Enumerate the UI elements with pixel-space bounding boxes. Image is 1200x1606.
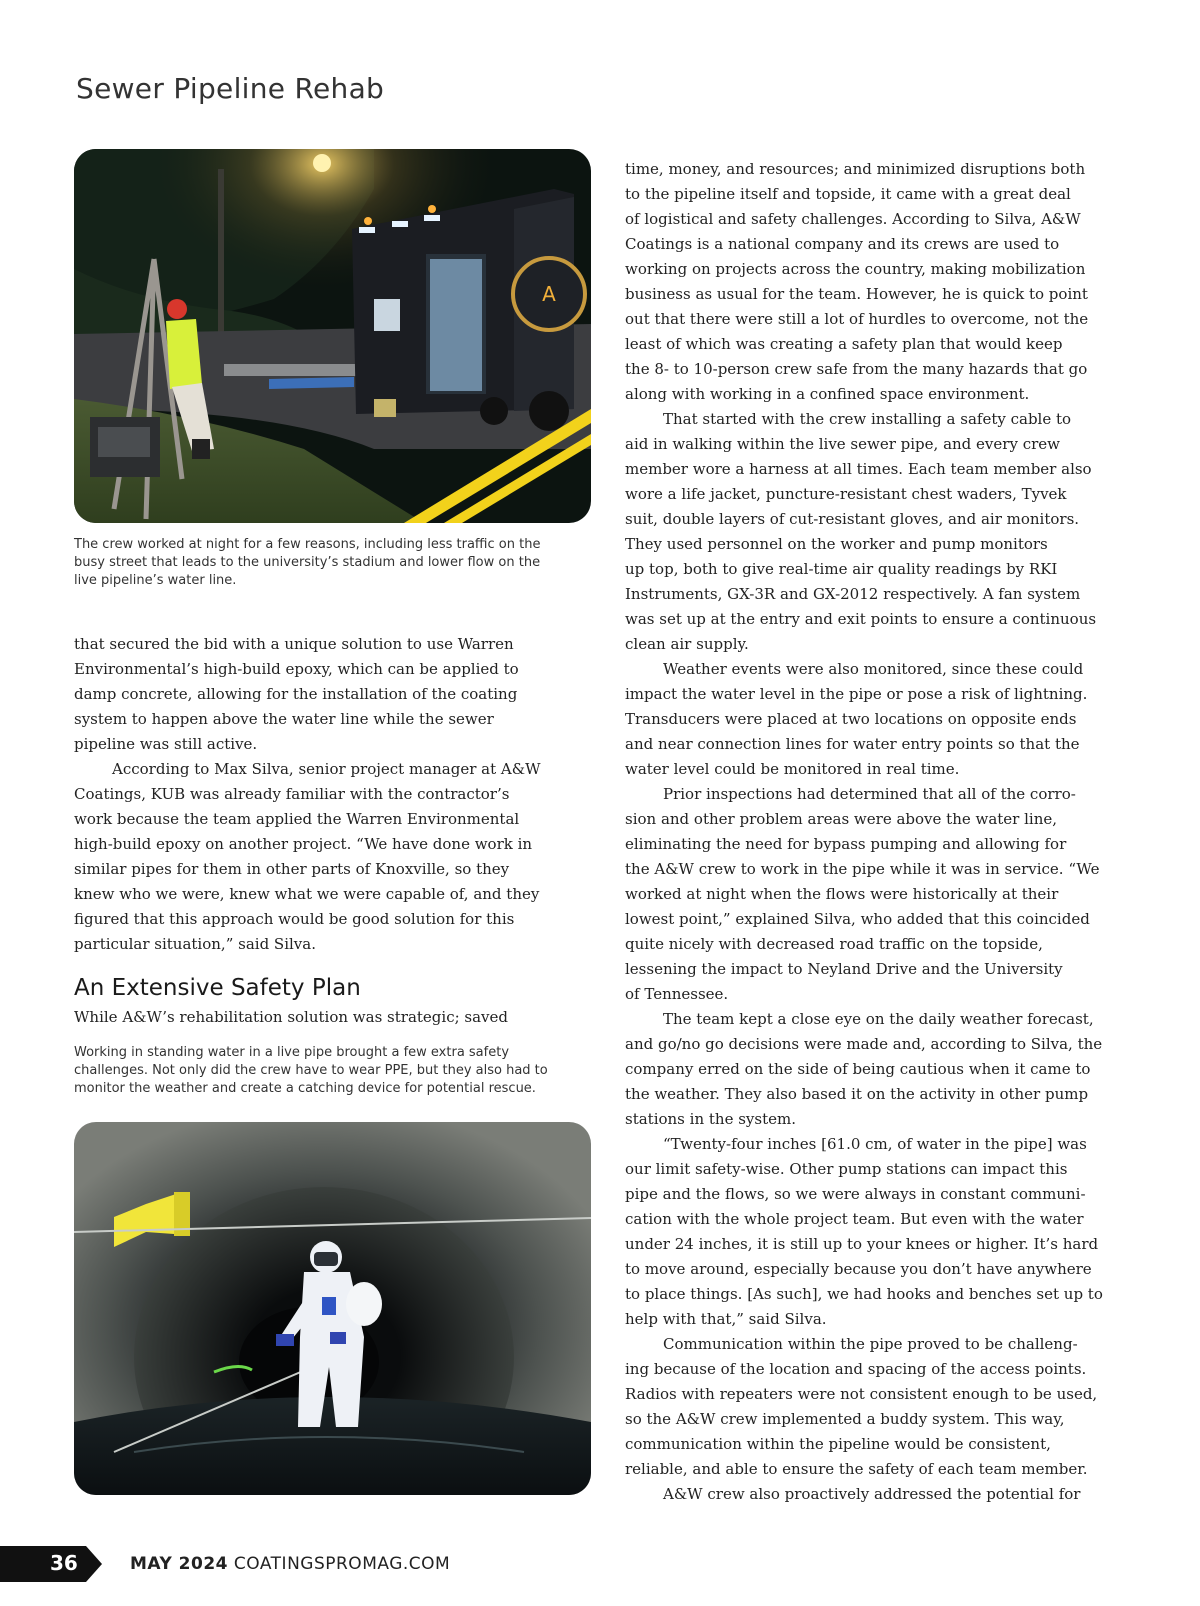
text-line: water level could be monitored in real time.: [625, 760, 960, 778]
text-line: to place things. [As such], we had hooks and benches set up to: [625, 1285, 1103, 1303]
text-line: impact the water level in the pipe or pose a risk of lightning.: [625, 685, 1088, 703]
night-crew-photo: [74, 149, 591, 523]
text-line: time, money, and resources; and minimized disruptions both: [625, 160, 1086, 178]
text-line: was set up at the entry and exit points to ensure a continuous: [625, 610, 1097, 628]
text-line: worked at night when the flows were historically at their: [625, 885, 1059, 903]
text-line: along with working in a confined space environment.: [625, 385, 1030, 403]
text-line: Weather events were also monitored, since these could: [663, 660, 1084, 678]
left-column: [74, 632, 594, 957]
text-line: According to Max Silva, senior project manager at A&W: [112, 760, 541, 778]
text-line: of logistical and safety challenges. According to Silva, A&W: [625, 210, 1081, 228]
magazine-site: COATINGSPROMAG.COM: [233, 1554, 451, 1574]
text-line: That started with the crew installing a safety cable to: [663, 410, 1072, 428]
text-line: so the A&W crew implemented a buddy system. This way,: [625, 1410, 1065, 1428]
text-line: working on projects across the country, making mobilization: [625, 260, 1086, 278]
page-number: 36: [50, 1551, 78, 1575]
bottom-photo-caption: [74, 1044, 590, 1098]
text-line: the A&W crew to work in the pipe while it was in service. “We: [625, 860, 1100, 878]
text-line: that secured the bid with a unique solution to use Warren: [74, 635, 514, 653]
text-line: The team kept a close eye on the daily weather forecast,: [663, 1010, 1094, 1028]
caption-line: Working in standing water in a live pipe brought a few extra safety: [74, 1045, 510, 1060]
text-line: aid in walking within the live sewer pipe, and every crew: [625, 435, 1060, 453]
text-line: company erred on the side of being cautious when it came to: [625, 1060, 1091, 1078]
section-title: Sewer Pipeline Rehab: [76, 72, 385, 105]
sewer-pipe-photo: [74, 1122, 591, 1495]
text-line: “Twenty-four inches [61.0 cm, of water in the pipe] was: [663, 1135, 1087, 1153]
text-line: our limit safety-wise. Other pump stations can impact this: [625, 1160, 1068, 1178]
section-subheading: An Extensive Safety Plan: [74, 975, 361, 1001]
text-line: lowest point,” explained Silva, who added that this coincided: [625, 910, 1090, 928]
text-line: reliable, and able to ensure the safety of each team member.: [625, 1460, 1088, 1478]
text-line: pipeline was still active.: [74, 735, 258, 753]
text-line: and go/no go decisions were made and, according to Silva, the: [625, 1035, 1103, 1053]
text-line: stations in the system.: [625, 1110, 796, 1128]
text-line: particular situation,” said Silva.: [74, 935, 316, 953]
text-line: high-build epoxy on another project. “We have done work in: [74, 835, 533, 853]
svg-text:A: A: [542, 282, 556, 306]
text-line: communication within the pipeline would be consistent,: [625, 1435, 1051, 1453]
caption-line: busy street that leads to the university’s stadium and lower flow on the: [74, 555, 541, 570]
text-line: quite nicely with decreased road traffic on the topside,: [625, 935, 1043, 953]
text-line: least of which was creating a safety plan that would keep: [625, 335, 1063, 353]
text-line: eliminating the need for bypass pumping and allowing for: [625, 835, 1067, 853]
left-column-continued: [74, 1005, 508, 1030]
text-line: They used personnel on the worker and pump monitors: [625, 535, 1048, 553]
text-line: similar pipes for them in other parts of Knoxville, so they: [74, 860, 510, 878]
text-line: clean air supply.: [625, 635, 749, 653]
text-line: to the pipeline itself and topside, it came with a great deal: [625, 185, 1071, 203]
text-line: Environmental’s high-build epoxy, which can be applied to: [74, 660, 519, 678]
text-line: wore a life jacket, puncture-resistant chest waders, Tyvek: [625, 485, 1067, 503]
text-line: figured that this approach would be good solution for this: [74, 910, 515, 928]
caption-line: live pipeline’s water line.: [74, 573, 237, 588]
text-line: suit, double layers of cut-resistant gloves, and air monitors.: [625, 510, 1080, 528]
text-line: ing because of the location and spacing of the access points.: [625, 1360, 1087, 1378]
text-line: Coatings, KUB was already familiar with the contractor’s: [74, 785, 510, 803]
text-line: knew who we were, knew what we were capable of, and they: [74, 885, 540, 903]
text-line: of Tennessee.: [625, 985, 729, 1003]
text-line: sion and other problem areas were above the water line,: [625, 810, 1058, 828]
text-line: under 24 inches, it is still up to your knees or higher. It’s hard: [625, 1235, 1099, 1253]
text-line: the weather. They also based it on the activity in other pump: [625, 1085, 1089, 1103]
text-line: work because the team applied the Warren Environmental: [74, 810, 520, 828]
text-line: the 8- to 10-person crew safe from the many hazards that go: [625, 360, 1088, 378]
text-line: and near connection lines for water entry points so that the: [625, 735, 1080, 753]
text-line: Communication within the pipe proved to be challeng-: [663, 1335, 1078, 1353]
text-line: damp concrete, allowing for the installation of the coating: [74, 685, 518, 703]
right-column: [625, 157, 1145, 1507]
text-line: out that there were still a lot of hurdles to overcome, not the: [625, 310, 1089, 328]
text-line: up top, both to give real-time air quality readings by RKI: [625, 560, 1058, 578]
footer-issue-line: [130, 1554, 450, 1574]
text-line: A&W crew also proactively addressed the potential for: [663, 1485, 1081, 1503]
top-photo-caption: [74, 536, 590, 590]
text-line: help with that,” said Silva.: [625, 1310, 827, 1328]
text-line: Prior inspections had determined that all of the corro-: [663, 785, 1076, 803]
text-line: While A&W’s rehabilitation solution was strategic; saved: [74, 1008, 509, 1026]
caption-line: monitor the weather and create a catching device for potential rescue.: [74, 1081, 536, 1096]
text-line: system to happen above the water line while the sewer: [74, 710, 494, 728]
text-line: Transducers were placed at two locations on opposite ends: [625, 710, 1077, 728]
text-line: Instruments, GX-3R and GX-2012 respectively. A fan system: [625, 585, 1081, 603]
text-line: to move around, especially because you don’t have anywhere: [625, 1260, 1092, 1278]
caption-line: challenges. Not only did the crew have to wear PPE, but they also had to: [74, 1063, 548, 1078]
text-line: Coatings is a national company and its crews are used to: [625, 235, 1060, 253]
text-line: pipe and the flows, so we were always in constant communi-: [625, 1185, 1086, 1203]
caption-line: The crew worked at night for a few reasons, including less traffic on the: [74, 537, 541, 552]
text-line: member wore a harness at all times. Each team member also: [625, 460, 1092, 478]
text-line: business as usual for the team. However, he is quick to point: [625, 285, 1088, 303]
text-line: cation with the whole project team. But even with the water: [625, 1210, 1084, 1228]
text-line: Radios with repeaters were not consistent enough to be used,: [625, 1385, 1098, 1403]
text-line: lessening the impact to Neyland Drive and the University: [625, 960, 1063, 978]
issue-date: MAY 2024: [130, 1554, 228, 1574]
